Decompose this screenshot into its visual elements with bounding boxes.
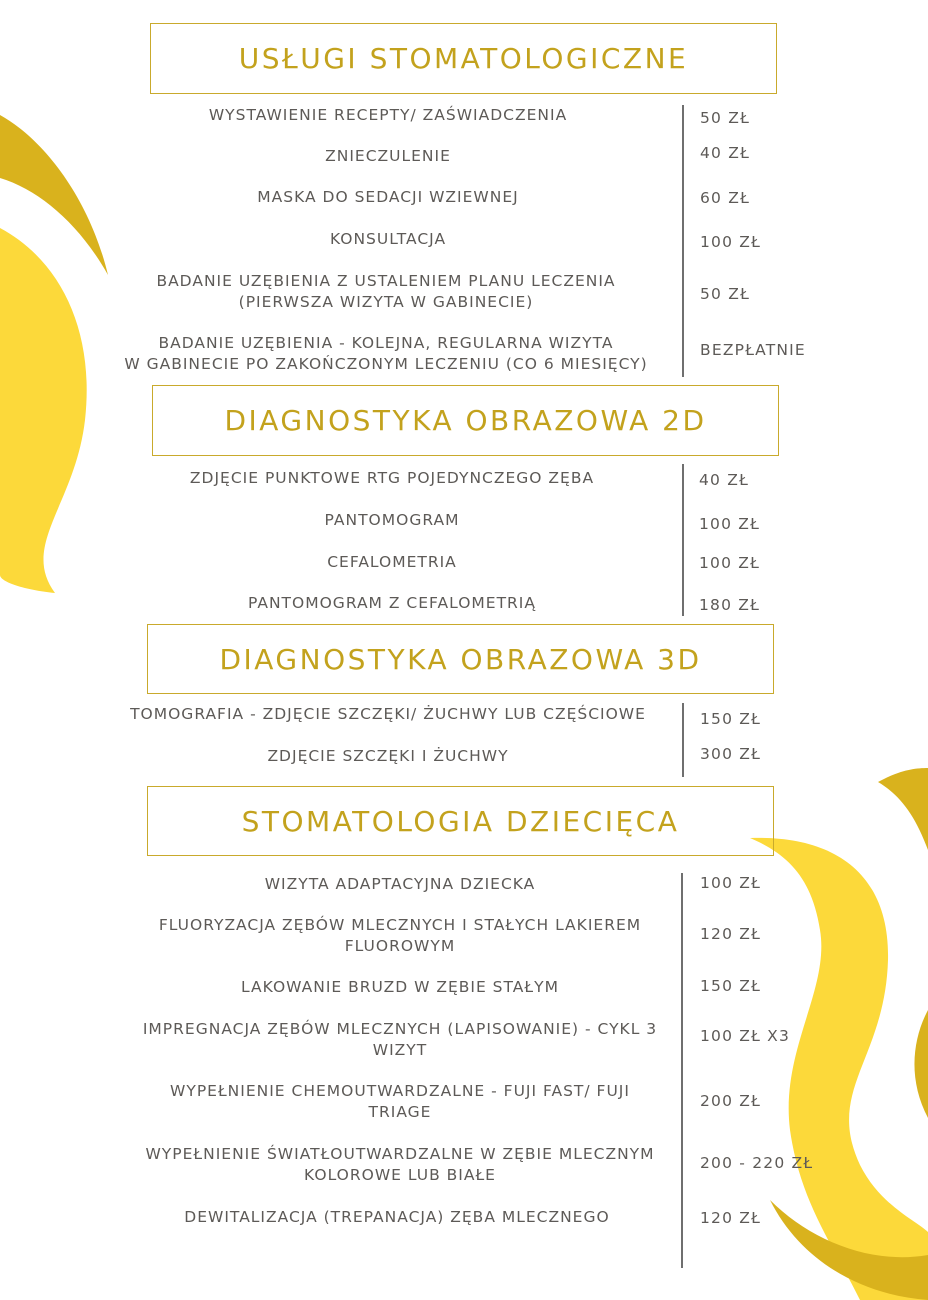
service-price: 180 ZŁ bbox=[699, 596, 761, 614]
section-header-3d bbox=[147, 624, 774, 694]
section-header-2d bbox=[152, 385, 779, 456]
service-name: WYPEŁNIENIE ŚWIATŁOUTWARDZALNE W ZĘBIE MLECZNYM KOLOROWE LUB BIAŁE bbox=[145, 1145, 655, 1184]
bottom-right-yellow-flame bbox=[750, 838, 928, 1300]
service-price: 120 ZŁ bbox=[700, 1209, 762, 1227]
service-name: PANTOMOGRAM bbox=[324, 511, 460, 529]
service-name: CEFALOMETRIA bbox=[327, 553, 457, 571]
service-price: 100 ZŁ bbox=[700, 233, 762, 251]
service-name: MASKA DO SEDACJI WZIEWNEJ bbox=[257, 188, 519, 206]
column-divider bbox=[682, 703, 684, 777]
service-price: 100 ZŁ bbox=[699, 554, 761, 572]
service-name: IMPREGNACJA ZĘBÓW MLECZNYCH (LAPISOWANIE) - CYKL 3 WIZYT bbox=[142, 1020, 658, 1059]
service-name: PANTOMOGRAM Z CEFALOMETRIĄ bbox=[248, 594, 536, 612]
service-name: WYPEŁNIENIE CHEMOUTWARDZALNE - FUJI FAST/ FUJI TRIAGE bbox=[170, 1082, 630, 1121]
service-price: 120 ZŁ bbox=[700, 925, 762, 943]
right-edge-dark-accent bbox=[914, 1010, 928, 1118]
service-price: 50 ZŁ bbox=[700, 285, 750, 303]
column-divider bbox=[681, 873, 683, 1268]
service-name: ZDJĘCIE SZCZĘKI I ŻUCHWY bbox=[267, 747, 509, 765]
service-name: ZNIECZULENIE bbox=[325, 147, 451, 165]
service-price: 200 - 220 ZŁ bbox=[700, 1154, 814, 1172]
service-price: 200 ZŁ bbox=[700, 1092, 762, 1110]
section-header-uslugi bbox=[150, 23, 777, 94]
service-name: LAKOWANIE BRUZD W ZĘBIE STAŁYM bbox=[241, 978, 559, 996]
service-price: BEZPŁATNIE bbox=[700, 341, 806, 359]
section-title: STOMATOLOGIA DZIECIĘCA bbox=[241, 804, 680, 838]
service-name: WYSTAWIENIE RECEPTY/ ZAŚWIADCZENIA bbox=[208, 106, 568, 124]
service-price: 150 ZŁ bbox=[700, 977, 762, 995]
section-title: DIAGNOSTYKA OBRAZOWA 3D bbox=[219, 642, 702, 676]
service-price: 100 ZŁ bbox=[699, 515, 761, 533]
service-name: BADANIE UZĘBIENIA - KOLEJNA, REGULARNA WIZYTA W GABINECIE PO ZAKOŃCZONYM LECZENIU (CO 6 MIESIĘCY) bbox=[124, 334, 648, 373]
service-price: 40 ZŁ bbox=[700, 144, 750, 162]
service-price: 300 ZŁ bbox=[700, 745, 762, 763]
service-price: 100 ZŁ X3 bbox=[700, 1027, 791, 1045]
service-name: ZDJĘCIE PUNKTOWE RTG POJEDYNCZEGO ZĘBA bbox=[189, 469, 595, 487]
section-title: USŁUGI STOMATOLOGICZNE bbox=[238, 42, 689, 75]
service-price: 40 ZŁ bbox=[699, 471, 749, 489]
service-price: 150 ZŁ bbox=[700, 710, 762, 728]
service-name: FLUORYZACJA ZĘBÓW MLECZNYCH I STAŁYCH LAKIEREM FLUOROWYM bbox=[158, 916, 642, 955]
service-name: BADANIE UZĘBIENIA Z USTALENIEM PLANU LECZENIA (PIERWSZA WIZYTA W GABINECIE) bbox=[156, 272, 616, 311]
service-price: 100 ZŁ bbox=[700, 874, 762, 892]
section-header-dziecieca bbox=[147, 786, 774, 856]
service-price: 50 ZŁ bbox=[700, 109, 750, 127]
top-left-yellow-flame bbox=[0, 228, 87, 593]
service-price: 60 ZŁ bbox=[700, 189, 750, 207]
service-name: TOMOGRAFIA - ZDJĘCIE SZCZĘKI/ ŻUCHWY LUB CZĘŚCIOWE bbox=[130, 705, 646, 723]
column-divider bbox=[682, 464, 684, 616]
column-divider bbox=[682, 105, 684, 377]
service-name: WIZYTA ADAPTACYJNA DZIECKA bbox=[264, 875, 536, 893]
bottom-right-dark-swoosh-top bbox=[878, 768, 928, 850]
section-title: DIAGNOSTYKA OBRAZOWA 2D bbox=[224, 404, 707, 437]
service-name: DEWITALIZACJA (TREPANACJA) ZĘBA MLECZNEGO bbox=[184, 1208, 610, 1226]
service-name: KONSULTACJA bbox=[329, 230, 447, 248]
